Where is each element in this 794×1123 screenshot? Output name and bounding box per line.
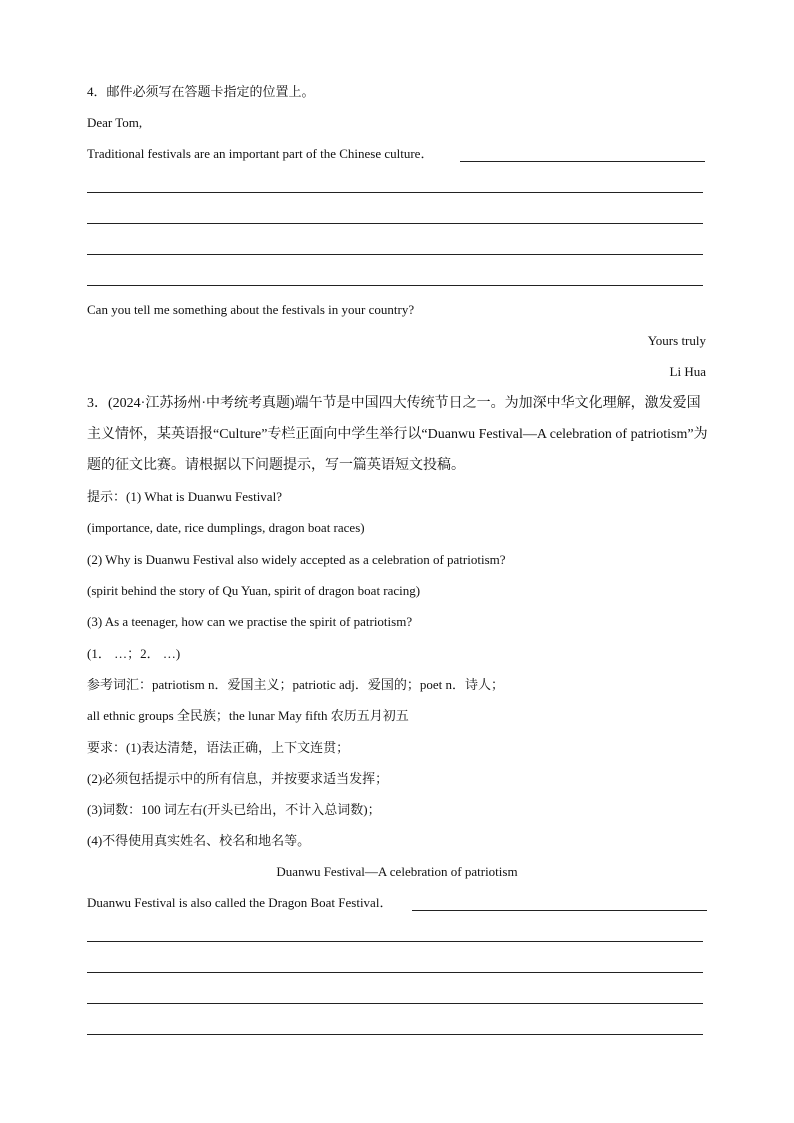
letter-signature: Li Hua: [669, 364, 706, 379]
prompt-line: 3．(2024·江苏扬州·中考统考真题)端午节是中国四大传统节日之一。为加深中华文化理解，激发爱国: [87, 396, 701, 411]
prompt-line: 题的征文比赛。请根据以下问题提示，写一篇英语短文投稿。: [87, 458, 465, 473]
hint-line: (spirit behind the story of Qu Yuan, spirit of dragon boat racing): [87, 583, 421, 598]
answer-line[interactable]: [460, 161, 705, 162]
prompt-line: 主义情怀，某英语报“Culture”专栏正面向中学生举行以“Duanwu Festival—A celebration of patriotism”为: [87, 427, 708, 442]
hint-line: (2) Why is Duanwu Festival also widely accepted as a celebration of patriotism?: [87, 552, 506, 567]
answer-line[interactable]: [412, 910, 707, 911]
hint-line: 提示：(1) What is Duanwu Festival?: [87, 489, 282, 504]
hint-line: (1． …；2． …): [87, 646, 181, 661]
answer-line[interactable]: [87, 285, 703, 286]
requirement-line: 要求：(1)表达清楚，语法正确，上下文连贯；: [87, 740, 350, 755]
essay-title: Duanwu Festival—A celebration of patriotism: [276, 864, 518, 879]
answer-line[interactable]: [87, 941, 703, 942]
answer-line[interactable]: [87, 223, 703, 224]
vocab-line: all ethnic groups 全民族；the lunar May fifth 农历五月初五: [87, 708, 409, 723]
answer-line[interactable]: [87, 1003, 703, 1004]
requirement-line: (2)必须包括提示中的所有信息，并按要求适当发挥；: [87, 771, 389, 786]
letter-closing-question: Can you tell me something about the festivals in your country?: [87, 302, 415, 317]
letter-opening-sentence: Traditional festivals are an important part of the Chinese culture．: [87, 146, 434, 161]
requirement-line: (4)不得使用真实姓名、校名和地名等。: [87, 833, 311, 848]
hint-line: (3) As a teenager, how can we practise the spirit of patriotism?: [87, 614, 413, 629]
answer-line[interactable]: [87, 1034, 703, 1035]
letter-signoff: Yours truly: [647, 333, 706, 348]
answer-line[interactable]: [87, 972, 703, 973]
letter-greeting: Dear Tom,: [87, 115, 143, 130]
vocab-line: 参考词汇：patriotism n．爱国主义；patriotic adj．爱国的；poet n．诗人；: [87, 677, 505, 692]
answer-line[interactable]: [87, 192, 703, 193]
answer-line[interactable]: [87, 254, 703, 255]
instruction-item-4: 4．邮件必须写在答题卡指定的位置上。: [87, 84, 315, 99]
essay-opening-sentence: Duanwu Festival is also called the Dragon Boat Festival．: [87, 895, 393, 910]
requirement-line: (3)词数：100 词左右(开头已给出，不计入总词数)；: [87, 802, 381, 817]
hint-line: (importance, date, rice dumplings, dragon boat races): [87, 520, 365, 535]
